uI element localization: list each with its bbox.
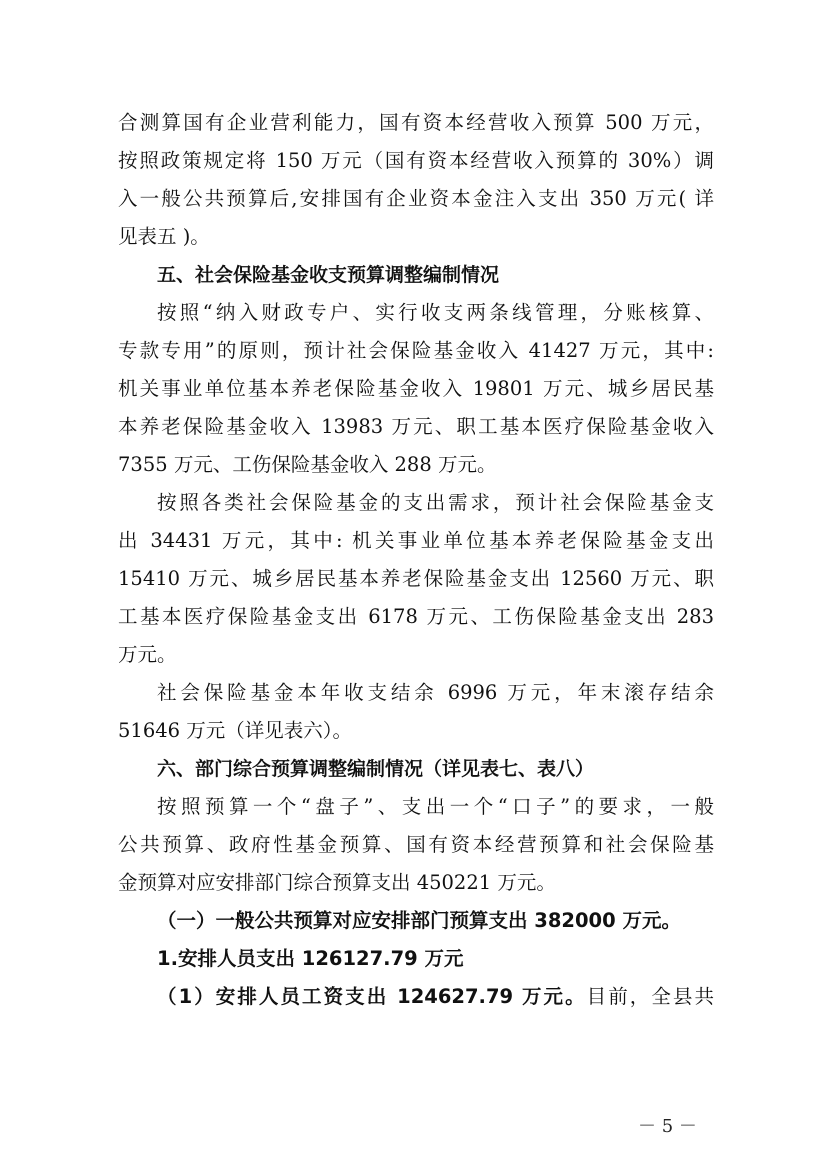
text-line: 见表五 )。 — [118, 225, 210, 248]
text-line: 按照政策规定将 150 万元（国有资本经营收入预算的 30%）调 — [118, 149, 714, 172]
text-rest: 目前，全县共 — [586, 985, 714, 1008]
text-line: 金预算对应安排部门综合预算支出 450221 万元。 — [118, 871, 556, 894]
text-line-mixed — [118, 978, 714, 1016]
document-body — [118, 104, 714, 1016]
section-heading-6: 六、部门综合预算调整编制情况（详见表七、表八） — [157, 758, 595, 780]
text-line: 专款专用”的原则，预计社会保险基金收入 41427 万元，其中: — [118, 339, 714, 362]
page-number: － 5 － — [638, 1116, 697, 1137]
text-line: 工基本医疗保险基金支出 6178 万元、工伤保险基金支出 283 — [118, 605, 714, 628]
bold-lead: （1）安排人员工资支出 124627.79 万元。 — [157, 985, 587, 1008]
text-line: 合测算国有企业营利能力，国有资本经营收入预算 500 万元， — [118, 111, 714, 134]
section-heading-5: 五、社会保险基金收支预算调整编制情况 — [157, 264, 500, 286]
text-line: 7355 万元、工伤保险基金收入 288 万元。 — [118, 453, 497, 476]
text-line: 入一般公共预算后,安排国有企业资本金注入支出 350 万元( 详 — [118, 187, 714, 210]
text-line: 按照各类社会保险基金的支出需求，预计社会保险基金支 — [157, 491, 714, 514]
text-line: 51646 万元（详见表六）。 — [118, 719, 352, 742]
text-line: 出 34431 万元，其中: 机关事业单位基本养老保险基金支出 — [118, 529, 714, 552]
text-line: 公共预算、政府性基金预算、国有资本经营预算和社会保险基 — [118, 833, 714, 856]
text-line: 社会保险基金本年收支结余 6996 万元，年末滚存结余 — [157, 681, 714, 704]
subsection-heading-1-1: 1.安排人员支出 126127.79 万元 — [157, 947, 464, 970]
text-line: 15410 万元、城乡居民基本养老保险基金支出 12560 万元、职 — [118, 567, 714, 590]
text-line: 按照“纳入财政专户、实行收支两条线管理，分账核算、 — [157, 301, 714, 324]
subsection-heading-1: （一）一般公共预算对应安排部门预算支出 382000 万元。 — [157, 909, 681, 932]
text-line: 万元。 — [118, 643, 177, 666]
text-line: 按照预算一个“盘子”、支出一个“口子”的要求，一般 — [157, 795, 714, 818]
text-line: 本养老保险基金收入 13983 万元、职工基本医疗保险基金收入 — [118, 415, 714, 438]
text-line: 机关事业单位基本养老保险基金收入 19801 万元、城乡居民基 — [118, 377, 714, 400]
